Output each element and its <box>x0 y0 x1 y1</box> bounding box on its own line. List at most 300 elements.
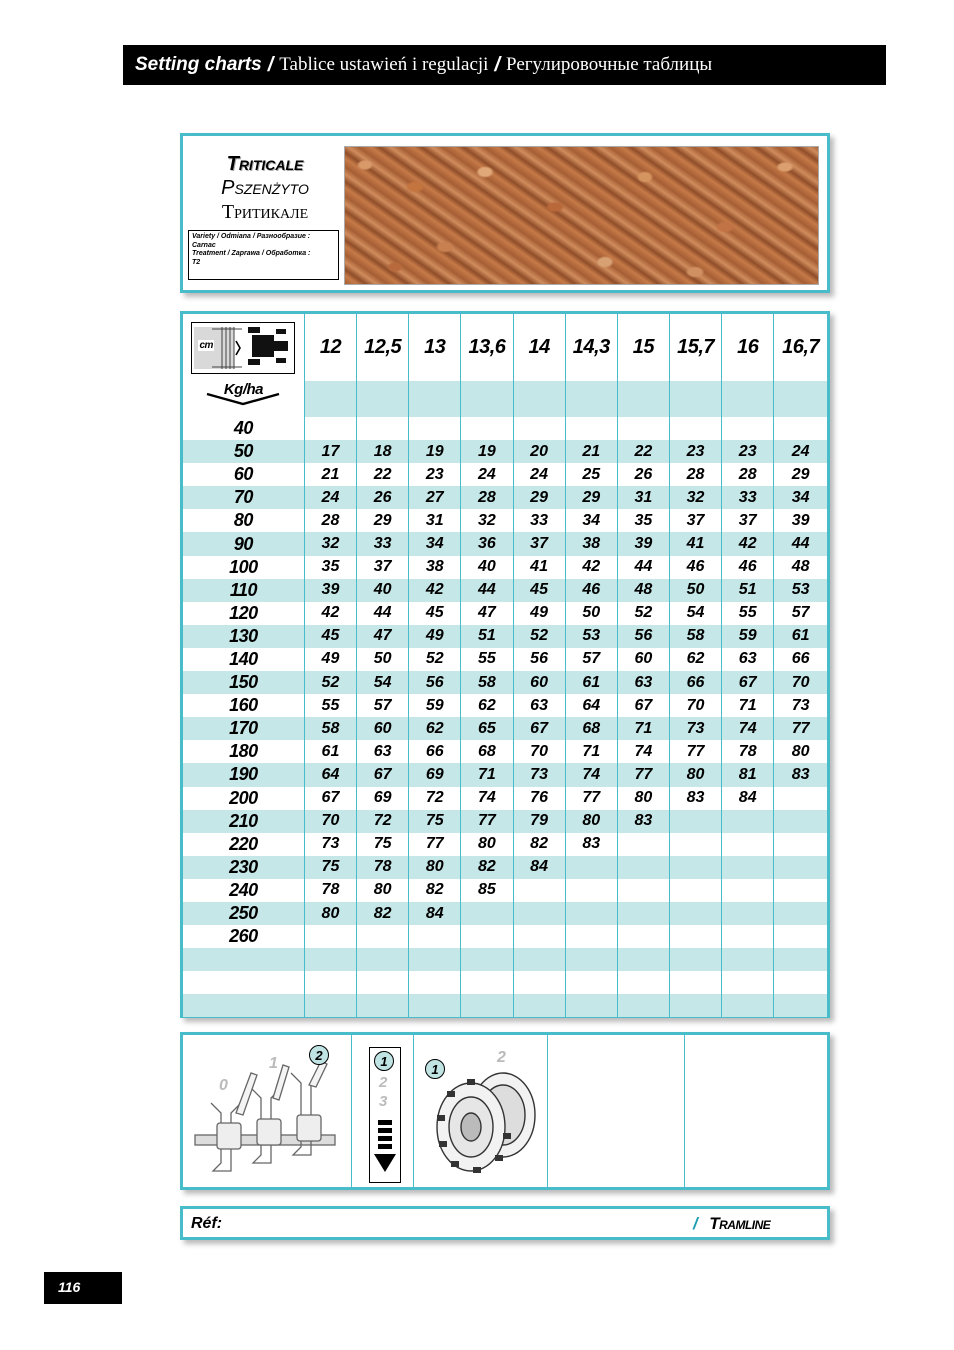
table-cell: 56 <box>617 625 669 648</box>
table-cell <box>565 994 617 1017</box>
table-cell: 45 <box>304 625 356 648</box>
table-cell: 65 <box>461 717 513 740</box>
table-row <box>183 556 827 579</box>
table-cell: 56 <box>409 671 461 694</box>
rate-kg-ha: 170 <box>183 717 304 740</box>
table-cell: 70 <box>669 694 721 717</box>
table-cell: 39 <box>617 532 669 555</box>
wheel-option-1-selected: 1 <box>425 1059 445 1079</box>
table-cell: 39 <box>304 579 356 602</box>
table-cell: 48 <box>774 556 827 579</box>
lever-position-0: 0 <box>219 1077 228 1094</box>
table-cell: 37 <box>722 509 774 532</box>
table-cell <box>409 417 461 440</box>
table-cell <box>461 971 513 994</box>
ref-label: Réf: <box>191 1215 223 1232</box>
table-cell <box>669 879 721 902</box>
table-cell <box>617 971 669 994</box>
table-cell <box>722 971 774 994</box>
rate-kg-ha: 240 <box>183 879 304 902</box>
table-cell <box>669 833 721 856</box>
gear-step-2: 2 <box>379 1074 388 1091</box>
table-cell: 48 <box>617 579 669 602</box>
table-cell: 51 <box>722 579 774 602</box>
table-cell: 44 <box>461 579 513 602</box>
column-header-spacing: 13,6 <box>461 314 513 381</box>
table-cell: 38 <box>565 532 617 555</box>
table-cell: 62 <box>461 694 513 717</box>
table-cell: 77 <box>774 717 827 740</box>
table-cell: 52 <box>617 602 669 625</box>
crop-name-pl: Pszenżyto <box>221 177 309 199</box>
settings-panel <box>180 1032 830 1190</box>
table-cell: 26 <box>617 463 669 486</box>
table-cell: 32 <box>461 509 513 532</box>
table-cell <box>669 925 721 948</box>
table-cell <box>461 994 513 1017</box>
table-cell <box>304 925 356 948</box>
table-cell: 60 <box>513 671 565 694</box>
table-cell: 31 <box>617 486 669 509</box>
table-cell: 55 <box>722 602 774 625</box>
table-cell <box>304 994 356 1017</box>
table-cell: 78 <box>722 740 774 763</box>
table-cell: 74 <box>461 787 513 810</box>
table-cell <box>617 925 669 948</box>
gear-step-1-selected: 1 <box>374 1051 394 1071</box>
divider <box>413 1035 414 1187</box>
table-cell: 62 <box>409 717 461 740</box>
table-cell: 85 <box>461 879 513 902</box>
table-cell <box>304 948 356 971</box>
table-cell <box>409 994 461 1017</box>
table-cell <box>774 925 827 948</box>
table-cell: 28 <box>722 463 774 486</box>
table-cell <box>357 381 409 417</box>
table-cell: 80 <box>304 902 356 925</box>
rate-kg-ha: 150 <box>183 671 304 694</box>
table-cell: 61 <box>774 625 827 648</box>
table-cell: 77 <box>565 787 617 810</box>
table-cell: 77 <box>669 740 721 763</box>
table-cell: 82 <box>461 856 513 879</box>
table-cell: 19 <box>409 440 461 463</box>
table-cell: 49 <box>409 625 461 648</box>
table-cell: 34 <box>774 486 827 509</box>
table-cell: 66 <box>774 648 827 671</box>
rate-kg-ha: 40 <box>183 417 304 440</box>
table-cell: 50 <box>357 648 409 671</box>
table-cell <box>617 948 669 971</box>
table-cell: 42 <box>565 556 617 579</box>
table-cell <box>722 879 774 902</box>
table-row <box>183 787 827 810</box>
table-row <box>183 810 827 833</box>
table-cell: 83 <box>669 787 721 810</box>
reference-bar <box>180 1206 830 1240</box>
rate-kg-ha: 130 <box>183 625 304 648</box>
rate-kg-ha: 210 <box>183 810 304 833</box>
treatment-label: Treatment / Zaprawa / Обработка : <box>192 250 311 257</box>
header-separator: / <box>267 53 274 76</box>
table-cell <box>722 925 774 948</box>
table-cell <box>669 417 721 440</box>
rate-kg-ha: 100 <box>183 556 304 579</box>
table-cell: 79 <box>513 810 565 833</box>
rate-kg-ha <box>183 971 304 994</box>
table-cell: 67 <box>722 671 774 694</box>
table-cell <box>565 879 617 902</box>
table-cell: 21 <box>304 463 356 486</box>
table-cell: 18 <box>357 440 409 463</box>
table-cell: 52 <box>304 671 356 694</box>
table-cell: 60 <box>617 648 669 671</box>
header-title-en: Setting charts <box>135 54 262 75</box>
icon-cm-label: cm <box>199 339 213 351</box>
table-cell: 26 <box>357 486 409 509</box>
table-cell: 58 <box>669 625 721 648</box>
table-cell <box>513 971 565 994</box>
table-cell: 84 <box>409 902 461 925</box>
table-cell: 57 <box>357 694 409 717</box>
table-cell: 29 <box>357 509 409 532</box>
crop-name-en: Triticale <box>226 153 304 175</box>
table-cell: 80 <box>669 763 721 786</box>
table-cell: 22 <box>357 463 409 486</box>
table-cell <box>669 810 721 833</box>
table-cell: 63 <box>617 671 669 694</box>
setting-table <box>183 314 827 1017</box>
table-row <box>183 879 827 902</box>
table-cell: 42 <box>722 532 774 555</box>
grain-photo <box>344 146 819 285</box>
table-cell: 84 <box>722 787 774 810</box>
table-cell <box>565 381 617 417</box>
setting-table-panel <box>180 311 830 1018</box>
table-row <box>183 648 827 671</box>
table-cell: 59 <box>409 694 461 717</box>
table-cell: 55 <box>304 694 356 717</box>
table-cell: 49 <box>513 602 565 625</box>
table-cell: 76 <box>513 787 565 810</box>
rate-kg-ha: 260 <box>183 925 304 948</box>
table-cell: 17 <box>304 440 356 463</box>
lever-position-2-selected: 2 <box>309 1045 329 1065</box>
table-cell <box>722 833 774 856</box>
table-cell <box>357 971 409 994</box>
table-cell: 28 <box>304 509 356 532</box>
table-cell <box>669 994 721 1017</box>
table-cell: 28 <box>669 463 721 486</box>
table-cell: 75 <box>304 856 356 879</box>
column-header-spacing: 16 <box>722 314 774 381</box>
table-row <box>183 971 827 994</box>
table-cell: 73 <box>774 694 827 717</box>
table-row <box>183 625 827 648</box>
table-cell: 35 <box>304 556 356 579</box>
table-cell <box>669 948 721 971</box>
table-cell: 74 <box>617 740 669 763</box>
table-cell: 72 <box>409 787 461 810</box>
table-cell: 60 <box>357 717 409 740</box>
table-cell: 39 <box>774 509 827 532</box>
header-title-ru: Регулировочные таблицы <box>506 54 713 75</box>
table-cell <box>774 417 827 440</box>
table-cell: 24 <box>461 463 513 486</box>
section-header <box>123 45 886 85</box>
table-cell: 66 <box>409 740 461 763</box>
table-cell <box>669 381 721 417</box>
header-separator: / <box>494 53 500 76</box>
table-cell: 22 <box>617 440 669 463</box>
table-cell <box>722 417 774 440</box>
table-row <box>183 417 827 440</box>
arrow-down-icon <box>205 392 281 406</box>
seed-drill-icon <box>191 322 295 374</box>
table-cell: 75 <box>357 833 409 856</box>
table-cell: 71 <box>722 694 774 717</box>
table-cell <box>461 417 513 440</box>
rate-kg-ha: 220 <box>183 833 304 856</box>
table-row <box>183 602 827 625</box>
table-header-row <box>183 314 827 381</box>
table-cell <box>774 810 827 833</box>
table-cell: 33 <box>722 486 774 509</box>
table-cell: 44 <box>774 532 827 555</box>
table-cell: 66 <box>669 671 721 694</box>
table-cell: 29 <box>774 463 827 486</box>
table-cell <box>774 381 827 417</box>
table-cell: 80 <box>565 810 617 833</box>
table-cell: 33 <box>357 532 409 555</box>
table-cell: 80 <box>774 740 827 763</box>
table-cell <box>513 994 565 1017</box>
table-row <box>183 463 827 486</box>
table-cell: 51 <box>461 625 513 648</box>
table-cell: 33 <box>513 509 565 532</box>
table-cell <box>722 948 774 971</box>
table-row <box>183 532 827 555</box>
table-cell: 23 <box>409 463 461 486</box>
table-cell: 23 <box>722 440 774 463</box>
table-cell: 45 <box>513 579 565 602</box>
table-cell: 46 <box>669 556 721 579</box>
table-cell: 61 <box>304 740 356 763</box>
crop-panel <box>180 133 830 293</box>
rate-kg-ha: 80 <box>183 509 304 532</box>
table-cell: 21 <box>565 440 617 463</box>
table-cell: 80 <box>461 833 513 856</box>
table-cell: 32 <box>669 486 721 509</box>
table-cell: 70 <box>513 740 565 763</box>
crop-info-box <box>188 230 339 280</box>
table-cell: 44 <box>357 602 409 625</box>
table-row <box>183 440 827 463</box>
table-cell: 64 <box>565 694 617 717</box>
table-cell <box>304 971 356 994</box>
table-cell <box>565 971 617 994</box>
table-cell: 41 <box>669 532 721 555</box>
table-cell <box>357 948 409 971</box>
table-row <box>183 994 827 1017</box>
rate-kg-ha: 50 <box>183 440 304 463</box>
table-row <box>183 509 827 532</box>
table-cell: 63 <box>722 648 774 671</box>
tramline-text: Tramline <box>709 1214 771 1233</box>
table-cell <box>722 856 774 879</box>
column-header-spacing: 16,7 <box>774 314 827 381</box>
rate-kg-ha: 230 <box>183 856 304 879</box>
table-cell <box>617 902 669 925</box>
table-cell <box>461 902 513 925</box>
table-cell: 37 <box>357 556 409 579</box>
lever-diagram <box>191 1043 341 1183</box>
table-cell: 23 <box>669 440 721 463</box>
table-cell: 78 <box>357 856 409 879</box>
table-cell: 35 <box>617 509 669 532</box>
table-cell: 63 <box>513 694 565 717</box>
table-cell: 78 <box>304 879 356 902</box>
table-cell: 50 <box>669 579 721 602</box>
table-cell: 77 <box>409 833 461 856</box>
table-row <box>183 486 827 509</box>
rate-kg-ha: 200 <box>183 787 304 810</box>
column-header-spacing: 12,5 <box>357 314 409 381</box>
table-cell: 29 <box>513 486 565 509</box>
table-cell: 67 <box>617 694 669 717</box>
table-cell: 83 <box>565 833 617 856</box>
table-cell: 40 <box>357 579 409 602</box>
crop-title <box>195 152 335 224</box>
table-cell <box>513 925 565 948</box>
table-cell: 34 <box>565 509 617 532</box>
table-cell: 20 <box>513 440 565 463</box>
variety-value: Carnac <box>192 241 216 249</box>
table-cell <box>304 417 356 440</box>
table-cell: 77 <box>617 763 669 786</box>
table-cell <box>565 856 617 879</box>
rate-kg-ha <box>183 948 304 971</box>
table-cell: 34 <box>409 532 461 555</box>
table-cell: 80 <box>409 856 461 879</box>
divider <box>351 1035 352 1187</box>
table-cell <box>357 925 409 948</box>
table-cell <box>722 994 774 1017</box>
table-cell: 53 <box>565 625 617 648</box>
table-cell <box>774 902 827 925</box>
rate-kg-ha: 90 <box>183 532 304 555</box>
table-cell <box>461 948 513 971</box>
kg-ha-label-cell <box>183 381 304 417</box>
column-header-spacing: 15 <box>617 314 669 381</box>
table-cell <box>513 948 565 971</box>
table-cell <box>409 925 461 948</box>
table-cell <box>722 902 774 925</box>
table-cell: 46 <box>722 556 774 579</box>
table-cell: 59 <box>722 625 774 648</box>
kg-ha-label: Kg/ha <box>223 381 264 398</box>
table-cell: 67 <box>357 763 409 786</box>
table-cell: 37 <box>669 509 721 532</box>
rate-kg-ha: 180 <box>183 740 304 763</box>
table-cell: 61 <box>565 671 617 694</box>
table-cell: 49 <box>304 648 356 671</box>
table-cell: 45 <box>409 602 461 625</box>
wheel-diagram <box>423 1045 543 1185</box>
table-cell: 69 <box>409 763 461 786</box>
table-cell <box>513 879 565 902</box>
column-header-spacing: 15,7 <box>669 314 721 381</box>
page-number: 116 <box>44 1272 122 1304</box>
column-header-spacing: 14,3 <box>565 314 617 381</box>
header-title-pl: Tablice ustawień i regulacji <box>279 54 489 75</box>
table-row <box>183 948 827 971</box>
table-cell: 47 <box>357 625 409 648</box>
table-cell: 67 <box>513 717 565 740</box>
table-cell: 70 <box>774 671 827 694</box>
table-cell <box>461 381 513 417</box>
table-cell <box>357 994 409 1017</box>
rate-kg-ha: 140 <box>183 648 304 671</box>
gear-step-3: 3 <box>379 1093 388 1110</box>
table-cell <box>774 994 827 1017</box>
rate-kg-ha: 120 <box>183 602 304 625</box>
rate-kg-ha: 250 <box>183 902 304 925</box>
rate-kg-ha: 160 <box>183 694 304 717</box>
table-cell: 27 <box>409 486 461 509</box>
table-cell <box>513 381 565 417</box>
table-cell: 52 <box>409 648 461 671</box>
wheel-option-2: 2 <box>497 1049 506 1066</box>
rate-kg-ha: 60 <box>183 463 304 486</box>
table-row <box>183 925 827 948</box>
table-cell: 58 <box>461 671 513 694</box>
table-cell <box>617 994 669 1017</box>
table-cell: 40 <box>461 556 513 579</box>
table-cell: 44 <box>617 556 669 579</box>
table-cell: 24 <box>774 440 827 463</box>
table-cell: 84 <box>513 856 565 879</box>
table-cell: 82 <box>409 879 461 902</box>
table-cell <box>461 925 513 948</box>
table-cell <box>357 417 409 440</box>
table-cell <box>669 902 721 925</box>
table-cell <box>409 948 461 971</box>
table-cell: 55 <box>461 648 513 671</box>
crop-name-ru: Тритикале <box>221 201 309 223</box>
table-cell: 73 <box>669 717 721 740</box>
table-cell: 37 <box>513 532 565 555</box>
table-cell: 64 <box>304 763 356 786</box>
table-row <box>183 856 827 879</box>
rate-kg-ha <box>183 994 304 1017</box>
table-cell: 36 <box>461 532 513 555</box>
table-cell: 71 <box>565 740 617 763</box>
table-cell <box>722 810 774 833</box>
table-cell: 62 <box>669 648 721 671</box>
table-cell <box>722 381 774 417</box>
table-cell: 19 <box>461 440 513 463</box>
table-cell: 80 <box>617 787 669 810</box>
rate-kg-ha: 70 <box>183 486 304 509</box>
table-cell <box>774 879 827 902</box>
table-cell: 38 <box>409 556 461 579</box>
table-cell <box>669 971 721 994</box>
table-row <box>183 717 827 740</box>
treatment-value: T2 <box>192 258 201 266</box>
table-cell: 24 <box>513 463 565 486</box>
table-cell: 63 <box>357 740 409 763</box>
